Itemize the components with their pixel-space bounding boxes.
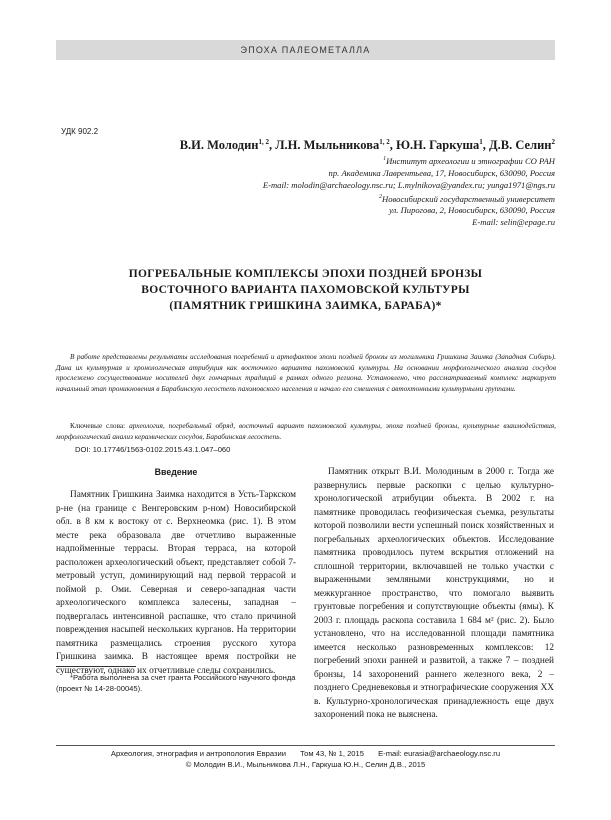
author-list: В.И. Молодин$^{1, 2}$, Л.Н. Мыльникова$^{1, 2}$, Ю.Н. Гаркуша$^1$, Д.В. Селин$^2$ [179, 138, 555, 153]
udk-code: УДК 902.2 [61, 127, 99, 136]
affiliation-line: пр. Академика Лаврентьева, 17, Новосибирск, 630090, Россия [328, 167, 555, 178]
article-title [56, 266, 555, 314]
author-affiliation-mark: 1, 2 [258, 138, 269, 146]
affiliations [135, 154, 555, 229]
keywords-label: Ключевые слова: [70, 421, 126, 430]
affiliation-email: E-mail: molodin@archaeology.nsc.ru; L.mylnikova@yandex.ru; yunga1971@ngs.ru [262, 179, 555, 190]
body-paragraph: Памятник открыт В.И. Молодиным в 2000 г. Тогда же развернулись первые раскопки с целью культурно-хронологической атрибуции объекта. В 2002 г. на памятнике проводилась геофизическая съемка, результаты которой позволили вести успешный поиск хозяйственных и погребальных археологических объектов. Исследование памятника проводилось путем вскрытия отложений на сплошной территории, включавшей не только участки с выраженными земляными конструкциями, но и межкурганное пространство, что помогало выявить грунтовые погребения и сопутствующие объекты (ямы). К 2003 г. площадь раскопа составила 1 684 м² (рис. 2). Было установлено, что на исследованной площади памятника имеется несколько разновременных комплексов: 12 погребений эпохи ранней и развитой, а также 7 – поздней бронзы, 14 захоронений раннего железного века, 2 – позднего Средневековья и этнографические сооружения XX в. Культурно-хронологическая принадлежность еще двух захоронений пока не выяснена. [314, 467, 554, 720]
affiliation-line: $^1$Институт археологии и этнографии СО РАН [383, 155, 555, 166]
affiliation-line: $^2$Новосибирский государственный университет [379, 193, 555, 204]
doi: DOI: 10.17746/1563-0102.2015.43.1.047–060 [75, 445, 231, 454]
section-heading: Введение [154, 467, 198, 477]
footnote: *Работа выполнена за счет гранта Российского научного фонда (проект № 14-28-00045). [56, 673, 296, 693]
author-name: Л.Н. Мыльникова [275, 138, 380, 153]
journal-name: Археология, этнография и антропология Евразии [110, 749, 286, 758]
footnote-divider [56, 666, 136, 667]
footer-journal-line [56, 749, 555, 758]
affiliation-email: E-mail: selin@epage.ru [472, 217, 555, 228]
author-affiliation-mark: 1, 2 [379, 138, 390, 146]
journal-email: E-mail: eurasia@archaeology.nsc.ru [378, 749, 501, 758]
author-name: Д.В. Селин [489, 138, 552, 153]
body-paragraph: Памятник Гришкина Заимка находится в Усть-Таркском р-не (на границе с Венгеровским р-ном) Новосибирской обл. в 8 км к востоку от с. Верхнеомка (рис. 1). В этом месте река образовала две отчетливо выраженные надпойменные террасы. Вторая терраса, на которой расположен археологический объект, представляет собой 7-метровый уступ, доминирующий над первой террасой и поймой р. Оми. Северная и северо-западная части археологического комплекса залесены, западная – подвергалась интенсивной распашке, что стало причиной повреждения насыпей нескольких курганов. На территории памятника размещались строения русского хутора Гришкина заимка. В настоящее время постройки не существуют, однако их отчетливые следы сохранились. [56, 490, 296, 676]
section-header-band [56, 40, 555, 60]
affiliation-line: ул. Пирогова, 2, Новосибирск, 630090, Россия [388, 205, 555, 216]
title-line: (ПАМЯТНИК ГРИШКИНА ЗАИМКА, БАРАБА)* [169, 300, 442, 312]
title-line: ПОГРЕБАЛЬНЫЕ КОМПЛЕКСЫ ЭПОХИ ПОЗДНЕЙ БРОНЗЫ [128, 268, 483, 280]
author-name: В.И. Молодин [179, 138, 259, 153]
keywords-text: археология, погребальный обряд, восточный вариант пахомовской культуры, эпоха поздней бронзы, культурные взаимодействия, морфологический анализ керамических сосудов, Барабинская лесостепь. [56, 421, 556, 441]
title-line: ВОСТОЧНОГО ВАРИАНТА ПАХОМОВСКОЙ КУЛЬТУРЫ [141, 284, 470, 296]
author-affiliation-mark: 1 [479, 138, 483, 146]
journal-volume: Том 43, № 1, 2015 [300, 749, 364, 758]
right-column [314, 466, 554, 723]
footer-divider [56, 745, 555, 746]
keywords [56, 421, 556, 442]
author-affiliation-mark: 2 [551, 138, 555, 146]
left-column [56, 466, 296, 678]
abstract: В работе представлены результаты исследования погребений и артефактов эпохи поздней бронзы из могильника Гришкина Заимка (Западная Сибирь). Дана их культурная и хронологическая атрибуция как восточного варианта пахомовской культуры. На основании морфологического анализа сосудов прослежено сосуществование носителей двух гончарных традиций в рамках одного региона. Установлено, что рассматриваемый комплекс маркирует начальный этап проникновения в Барабинскую лесостепь пахомовского населения и начало его смешения с автохтонными культурными группами. [56, 352, 556, 393]
footer-copyright: © Молодин В.И., Мыльникова Л.Н., Гаркуша Ю.Н., Селин Д.В., 2015 [185, 760, 426, 769]
author-name: Ю.Н. Гаркуша [395, 138, 480, 153]
section-title: ЭПОХА ПАЛЕОМЕТАЛЛА [240, 45, 371, 55]
